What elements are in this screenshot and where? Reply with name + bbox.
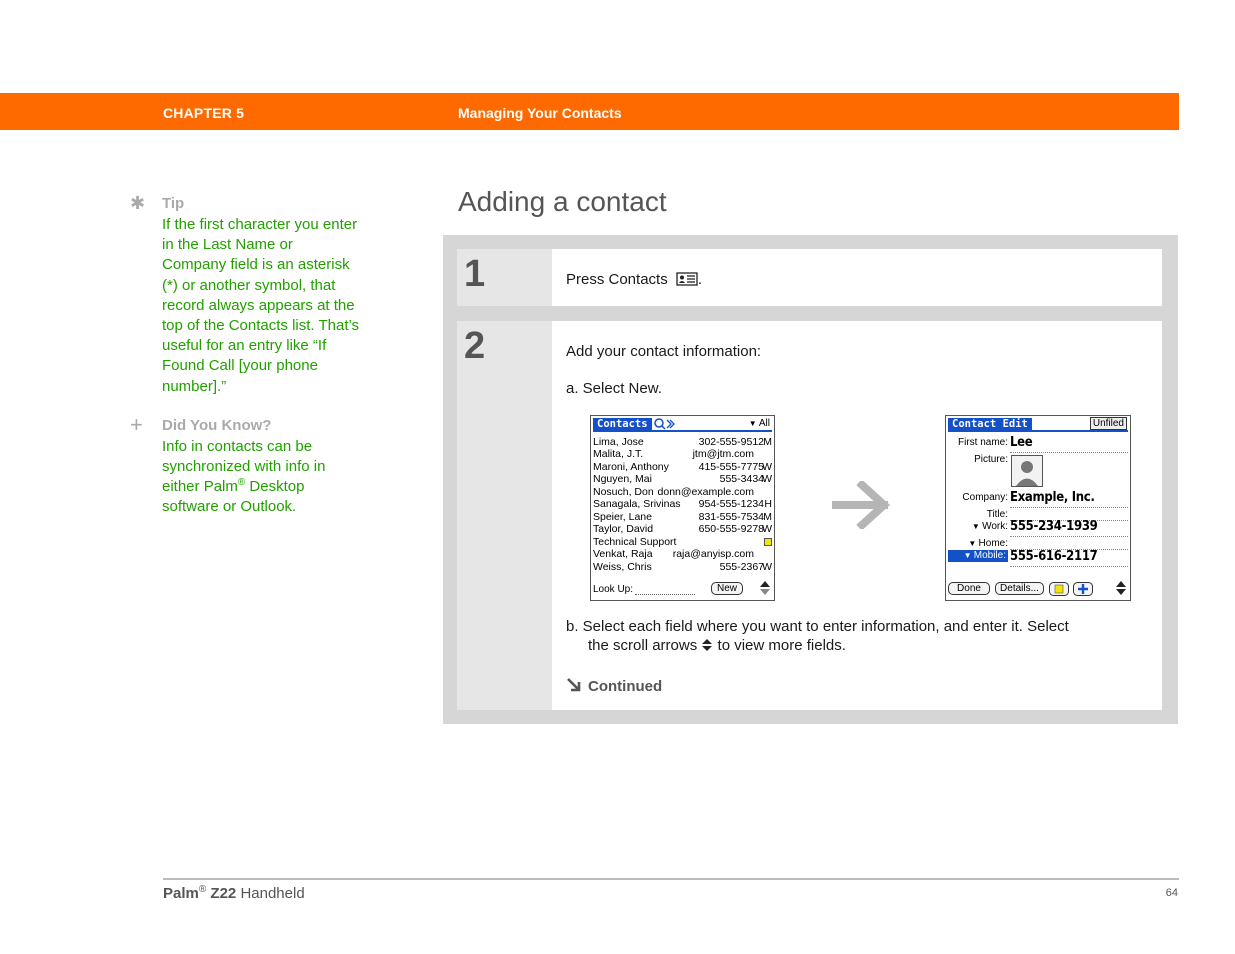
step-2b-line2 — [588, 637, 846, 654]
picture-label: Picture: — [974, 454, 1008, 465]
step-2-body — [552, 321, 1162, 710]
contact-value: donn@example.com — [657, 485, 754, 498]
lookup-label: Look Up: — [593, 584, 634, 595]
step-2b-post: to view more fields. — [717, 637, 846, 654]
contact-name: Speier, Lane — [593, 510, 652, 523]
step-2-intro: Add your contact information: — [566, 343, 762, 360]
scroll-arrows-inline-icon — [701, 638, 713, 652]
contact-name: Nguyen, Mai — [593, 473, 652, 486]
step-1-text — [566, 271, 702, 288]
contact-value: raja@anyisp.com — [672, 548, 754, 561]
mobile-label[interactable] — [948, 550, 1008, 562]
tip-text: If the first character you enter in the Last Name or Company field is an asterisk (*) or another symbol, that record always appears at the top of the Contacts list. That’s useful for an entry like “If Found Call [your phone number].” — [162, 216, 360, 395]
scroll-arrows-icon[interactable] — [759, 580, 771, 596]
edit-scroll-arrows-icon[interactable] — [1115, 580, 1127, 596]
did-you-know-heading — [130, 411, 360, 437]
note-button-icon[interactable] — [1049, 582, 1069, 596]
edit-title-underline — [948, 430, 1128, 432]
contact-row[interactable] — [593, 486, 772, 498]
work-dropdown-icon: ▼ — [971, 522, 983, 531]
picture-placeholder-icon[interactable] — [1011, 455, 1043, 487]
tip-heading — [130, 193, 360, 215]
contact-value: 555-3434 — [719, 473, 764, 486]
work-label[interactable] — [972, 521, 1008, 532]
contact-type-tag: M — [763, 436, 772, 448]
company-label: Company: — [962, 492, 1008, 503]
contact-type-tag: W — [762, 460, 772, 473]
step-1-body — [552, 249, 1162, 306]
did-you-know-text — [162, 437, 360, 518]
page-number: 64 — [1165, 887, 1178, 899]
contact-value: 555-2367 — [719, 560, 764, 573]
continued-indicator — [566, 677, 662, 695]
contact-value: 650-555-9278 — [698, 523, 764, 536]
contact-row[interactable] — [593, 436, 772, 448]
contact-value: 954-555-1234 — [698, 498, 764, 511]
unfiled-category[interactable]: Unfiled — [1090, 417, 1127, 430]
contact-type-tag: W — [762, 560, 772, 573]
contact-name: Lima, Jose — [593, 436, 644, 448]
step-2b-pre: the scroll arrows — [588, 637, 698, 654]
right-arrow-icon — [832, 481, 892, 529]
steps-panel — [443, 235, 1178, 724]
chapter-label: CHAPTER 5 — [163, 105, 245, 121]
note-icon — [764, 538, 772, 546]
continued-arrow-icon — [566, 677, 584, 693]
step-1-number-cell — [457, 249, 552, 306]
contact-type-tag: W — [762, 473, 772, 486]
title-underline — [593, 430, 772, 432]
contacts-title-tab: Contacts — [593, 418, 652, 431]
new-button[interactable]: New — [711, 582, 743, 595]
contact-name: Taylor, David — [593, 523, 654, 536]
work-value[interactable]: 555-234-1939 — [1010, 519, 1098, 534]
contact-type-tag: M — [763, 510, 772, 523]
footer-reg-mark: ® — [198, 884, 207, 895]
work-label-text: Work: — [982, 521, 1008, 532]
mobile-value[interactable]: 555-616-2117 — [1010, 549, 1098, 564]
category-value: All — [758, 418, 770, 429]
footer-product — [163, 885, 305, 902]
category-picker[interactable] — [749, 418, 770, 429]
mobile-underline — [1010, 566, 1128, 567]
home-label-text: Home: — [978, 538, 1008, 549]
contact-name: Weiss, Chris — [593, 560, 652, 573]
sidebar-notes — [130, 193, 360, 518]
step-2b-line1: b. Select each field where you want to enter information, and enter it. Select — [566, 618, 1069, 635]
contact-edit-title-tab: Contact Edit — [948, 418, 1032, 431]
contact-row[interactable] — [593, 536, 772, 548]
contact-name: Venkat, Raja — [593, 548, 653, 561]
continued-label: Continued — [588, 678, 663, 695]
map-button-icon[interactable] — [1073, 582, 1093, 596]
step-1-label: Press Contacts — [566, 271, 668, 288]
contacts-list-screenshot — [590, 415, 775, 601]
chapter-header-bar — [0, 93, 1179, 130]
step-2a-text: a. Select New. — [566, 380, 662, 397]
contacts-button-icon — [676, 272, 698, 286]
dropdown-triangle-icon: ▼ — [748, 419, 757, 428]
contact-row[interactable] — [593, 473, 772, 485]
company-value[interactable]: Example, Inc. — [1010, 490, 1095, 505]
footer-model: Z22 — [210, 885, 237, 902]
contact-name: Sanagala, Srivinas — [593, 498, 681, 511]
step-2-number-cell — [457, 321, 552, 710]
asterisk-icon: ✱ — [130, 193, 146, 213]
first-name-value[interactable]: Lee — [1010, 435, 1033, 450]
contact-value: 415-555-7775 — [698, 460, 764, 473]
chapter-title: Managing Your Contacts — [458, 105, 622, 121]
work-underline — [1010, 536, 1128, 537]
did-you-know-label: Did You Know? — [162, 416, 272, 434]
contact-value: 831-555-7534 — [698, 510, 764, 523]
footer-product-name: Handheld — [240, 885, 305, 902]
footer-brand: Palm — [163, 885, 199, 902]
mobile-dropdown-icon: ▼ — [963, 551, 974, 560]
lookup-field[interactable] — [635, 594, 695, 595]
contact-type-tag: H — [764, 498, 772, 511]
step-1-number: 1 — [464, 253, 486, 295]
plus-icon: + — [130, 411, 143, 437]
did-you-know-text-part1: Info in contacts can be synchronized with info in either Palm — [162, 437, 326, 496]
mobile-label-text: Mobile: — [973, 550, 1006, 561]
contact-name: Technical Support — [593, 535, 677, 548]
contact-row[interactable] — [593, 448, 772, 460]
first-name-label: First name: — [957, 437, 1008, 448]
contact-name: Malita, J.T. — [593, 448, 644, 461]
contact-value: jtm@jtm.com — [692, 448, 754, 461]
contact-row[interactable] — [593, 511, 772, 523]
contact-name: Maroni, Anthony — [593, 460, 669, 473]
details-button[interactable]: Details... — [995, 582, 1044, 595]
section-title: Adding a contact — [458, 186, 667, 217]
contact-row[interactable] — [593, 523, 772, 535]
home-label[interactable] — [968, 538, 1008, 549]
home-dropdown-icon: ▼ — [968, 539, 979, 548]
title-label: Title: — [986, 509, 1008, 520]
step-1-period: . — [697, 271, 703, 288]
contact-row[interactable] — [593, 561, 772, 573]
first-name-underline — [1010, 452, 1128, 453]
lookup-search-icon — [653, 417, 677, 431]
done-button[interactable]: Done — [948, 582, 990, 595]
did-you-know-text-part2: Desktop software or Outlook. — [162, 478, 305, 516]
contact-row[interactable] — [593, 498, 772, 510]
contact-name: Nosuch, Don — [593, 485, 654, 498]
contact-type-tag: W — [762, 523, 772, 536]
contact-value: 302-555-9512 — [698, 436, 764, 448]
tip-label: Tip — [162, 195, 185, 212]
contact-edit-screenshot — [945, 415, 1131, 601]
step-2-number: 2 — [464, 325, 486, 367]
registered-mark: ® — [237, 477, 246, 489]
contact-row[interactable] — [593, 548, 772, 560]
company-underline — [1010, 507, 1128, 508]
footer-rule — [163, 878, 1179, 880]
contact-row[interactable] — [593, 461, 772, 473]
